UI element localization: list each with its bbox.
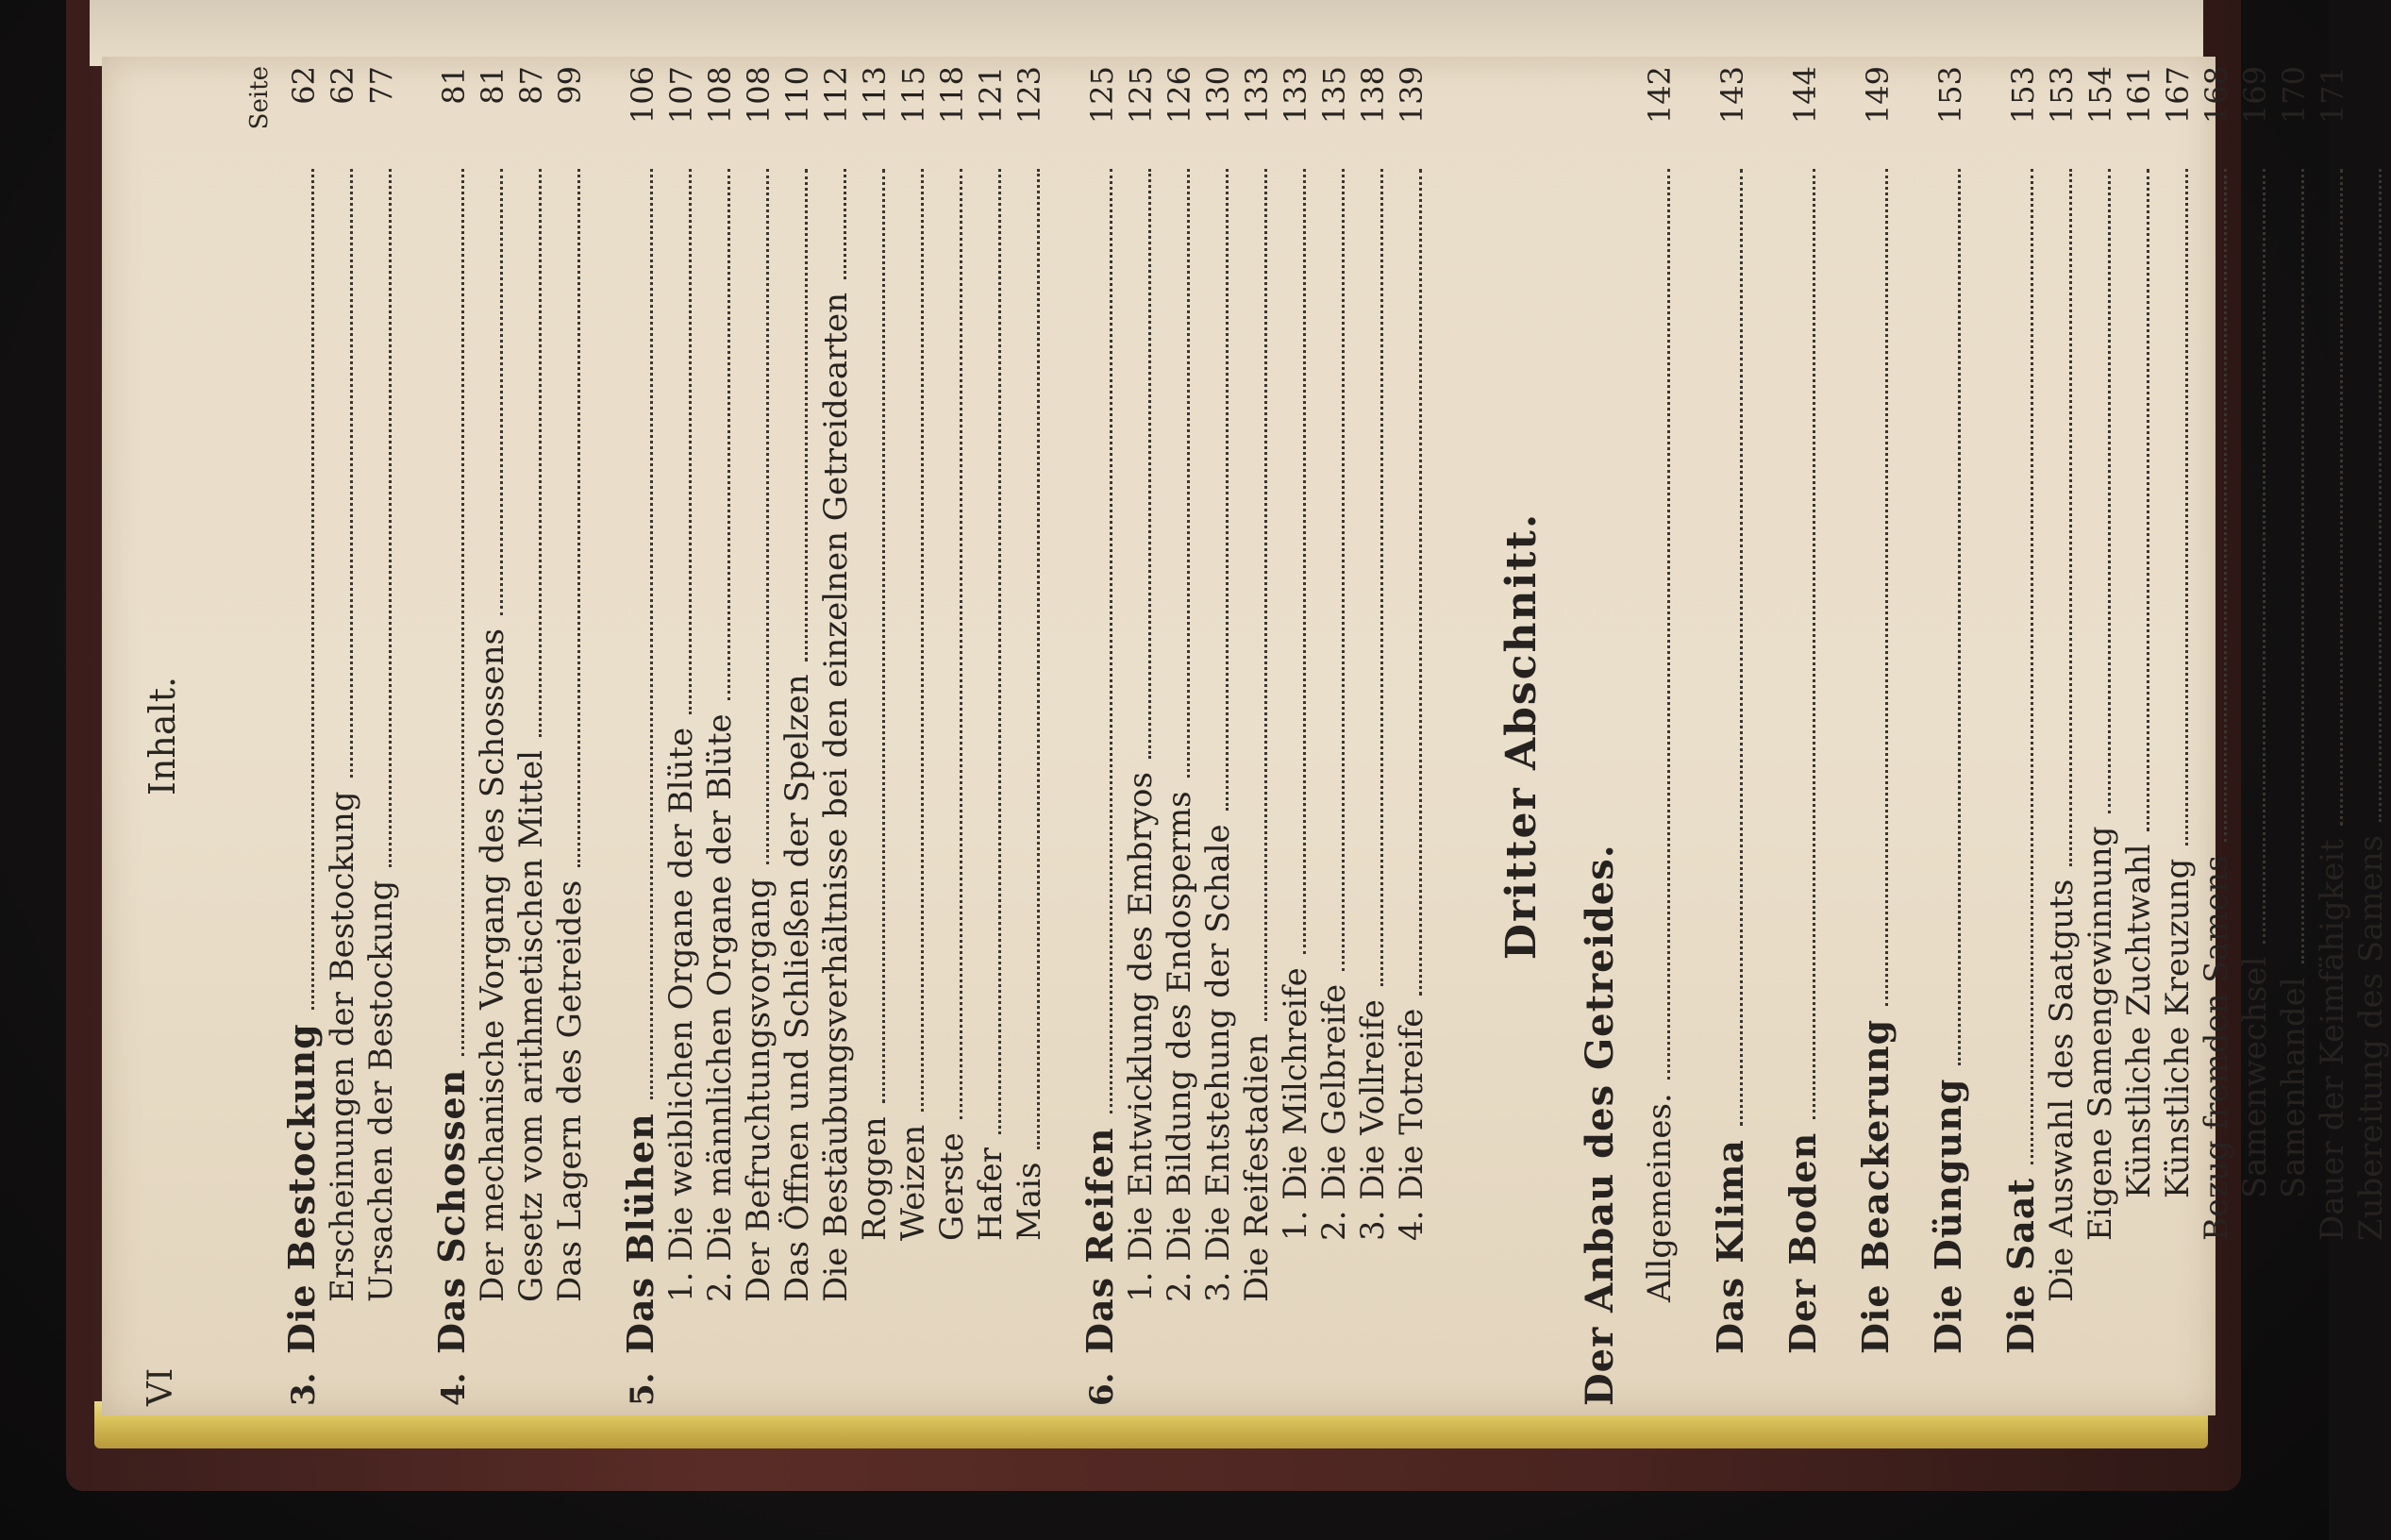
leader-dots: [1739, 169, 1743, 1126]
leader-dots: [1147, 169, 1151, 759]
leader-dots: [2262, 169, 2266, 944]
page-ref: 153: [2005, 66, 2041, 125]
leader-dots: [1666, 169, 1670, 1080]
entry-title: Roggen: [856, 1116, 894, 1241]
toc-entry[interactable]: [2314, 66, 2352, 1406]
toc-entry[interactable]: [972, 66, 1011, 1406]
running-head: [142, 66, 198, 1406]
page-title: Inhalt.: [142, 676, 183, 796]
page-ref: 115: [895, 66, 931, 125]
page-ref: 62: [325, 66, 360, 105]
entry-title: 2. Die Gelbreife: [1315, 983, 1353, 1241]
table-of-contents: [280, 66, 2391, 1406]
leader-dots: [1379, 169, 1383, 986]
leader-dots: [2300, 169, 2304, 963]
entry-title: 4. Die Totreife: [1393, 1008, 1430, 1241]
page-ref: 125: [1123, 66, 1159, 125]
entry-title: Hafer: [972, 1147, 1010, 1241]
toc-entry[interactable]: [1315, 66, 1354, 1406]
page-ref: 154: [2082, 66, 2118, 125]
toc-entry[interactable]: [324, 66, 362, 1406]
page-ref: 113: [857, 66, 893, 125]
page-ref: 77: [363, 66, 399, 105]
entry-title: Mais: [1011, 1162, 1048, 1241]
leader-dots: [920, 169, 924, 1112]
entry-title: Samenhandel: [2275, 977, 2313, 1198]
page-ref: 81: [475, 66, 510, 105]
part-heading: Dritter Abschnitt.: [1497, 511, 1546, 961]
page-ref: 62: [286, 66, 322, 105]
part-subheading: Der Anbau des Getreides.: [1578, 844, 1622, 1406]
entry-title: Samenwechsel: [2236, 956, 2274, 1198]
page-ref: 121: [973, 66, 1009, 125]
page-ref: 138: [1355, 66, 1391, 125]
leader-dots: [843, 169, 846, 279]
entry-title: Der mechanische Vorgang des Schossens: [474, 628, 511, 1302]
page-ref: 153: [1932, 66, 1968, 125]
page-ref: 107: [663, 66, 699, 125]
page-ref: 169: [2237, 66, 2273, 125]
entry-title: 1. Die weiblichen Organe der Blüte: [662, 727, 700, 1302]
toc-entry[interactable]: [474, 66, 512, 1406]
entry-title: Das Öffnen und Schließen der Spelzen: [778, 674, 816, 1302]
page-ref: 123: [1012, 66, 1047, 125]
leader-dots: [959, 169, 962, 1119]
entry-title: 2. Die Bildung des Endosperms: [1161, 791, 1198, 1302]
toc-section[interactable]: [280, 66, 324, 1406]
toc-entry[interactable]: [895, 66, 933, 1406]
page-ref: 168: [2199, 66, 2234, 125]
page-ref: 110: [779, 66, 815, 125]
leader-dots: [1186, 169, 1190, 778]
leader-dots: [388, 169, 392, 867]
section-title: Das Blühen: [619, 1113, 661, 1354]
toc-entry[interactable]: [1393, 66, 1431, 1406]
leader-dots: [2146, 169, 2149, 831]
leader-dots: [2068, 169, 2072, 866]
toc-entry[interactable]: [740, 66, 778, 1406]
leader-dots: [1036, 169, 1040, 1149]
page-ref: 112: [818, 66, 854, 125]
toc-entry[interactable]: [512, 66, 551, 1406]
entry-title: Dauer der Keimfähigkeit: [2314, 839, 2351, 1241]
entry-title: Die Bestäubungsverhältnisse bei den einzelnen Getreidearten: [817, 292, 855, 1302]
toc-entry[interactable]: [1354, 66, 1393, 1406]
page-ref: 144: [1787, 66, 1823, 125]
entry-title: Die Auswahl des Saatguts: [2043, 879, 2081, 1302]
leader-dots: [2184, 169, 2188, 845]
toc-entry[interactable]: [2275, 66, 2314, 1406]
leader-dots: [688, 169, 692, 714]
entry-title: Das Lagern des Getreides: [551, 879, 589, 1302]
toc-entry[interactable]: [662, 66, 701, 1406]
section-title: Das Schossen: [430, 1068, 473, 1354]
leader-dots: [1812, 169, 1815, 1119]
toc-entry[interactable]: [817, 66, 856, 1406]
entry-title: Zubereitung des Samens: [2352, 834, 2390, 1241]
toc-section[interactable]: [430, 66, 474, 1406]
section-number: 4.: [435, 1372, 473, 1406]
leader-dots: [349, 169, 353, 778]
page-ref: 133: [1239, 66, 1275, 125]
leader-dots: [727, 169, 730, 700]
toc-chapter[interactable]: [1854, 66, 1898, 1406]
toc-entry[interactable]: [2082, 66, 2120, 1406]
page-ref: 87: [513, 66, 549, 105]
chapter-title: Die Saat: [1999, 1177, 2042, 1354]
toc-entry[interactable]: [362, 66, 401, 1406]
section-title: Die Bestockung: [280, 1023, 323, 1354]
entry-title: Gerste: [933, 1132, 971, 1241]
section-number: 3.: [285, 1372, 323, 1406]
toc-entry[interactable]: [701, 66, 740, 1406]
leader-dots: [460, 169, 464, 1056]
page-ref: 139: [1394, 66, 1430, 125]
leader-dots: [538, 169, 542, 737]
entry-title: Künstliche Kreuzung: [2159, 858, 2197, 1198]
toc-section[interactable]: [619, 66, 662, 1406]
toc-entry[interactable]: [933, 66, 972, 1406]
page-ref: 108: [741, 66, 777, 125]
toc-entry[interactable]: [2352, 66, 2391, 1406]
leader-dots: [997, 169, 1001, 1134]
toc-entry[interactable]: [1011, 66, 1049, 1406]
leader-dots: [1302, 169, 1306, 954]
leader-dots: [1109, 169, 1112, 1113]
toc-entry[interactable]: [856, 66, 895, 1406]
page-ref: 125: [1084, 66, 1120, 125]
toc-entry[interactable]: [1238, 66, 1277, 1406]
page-ref: 170: [2276, 66, 2312, 125]
toc-entry[interactable]: [1641, 66, 1680, 1406]
page-ref: 81: [436, 66, 472, 105]
leader-dots: [577, 169, 580, 867]
page-ref: 142: [1642, 66, 1678, 125]
leader-dots: [2030, 169, 2033, 1164]
rotated-page-content: [142, 66, 2390, 1406]
leader-dots: [1341, 169, 1345, 971]
leader-dots: [310, 169, 314, 1010]
page-ref: 126: [1162, 66, 1197, 125]
leader-dots: [2107, 169, 2111, 813]
leader-dots: [2223, 169, 2227, 842]
toc-entry[interactable]: [551, 66, 590, 1406]
toc-entry[interactable]: [2120, 66, 2159, 1406]
section-number: 5.: [624, 1372, 661, 1406]
leader-dots: [499, 169, 503, 615]
toc-chapter[interactable]: [1999, 66, 2043, 1406]
entry-title: 1. Die Entwicklung des Embryos: [1122, 772, 1160, 1302]
leader-dots: [765, 169, 769, 864]
toc-entry[interactable]: [1277, 66, 1315, 1406]
toc-chapter[interactable]: [1927, 66, 1970, 1406]
toc-chapter[interactable]: [1781, 66, 1825, 1406]
entry-title: Weizen: [895, 1124, 932, 1241]
entry-title: Gesetz vom arithmetischen Mittel: [512, 749, 550, 1302]
entry-title: 1. Die Milchreife: [1277, 967, 1314, 1241]
entry-title: Ursachen der Bestockung: [362, 879, 400, 1302]
leader-dots: [1418, 169, 1422, 996]
page-ref: 133: [1278, 66, 1313, 125]
toc-entry[interactable]: [2198, 66, 2236, 1406]
entry-title: 2. Die männlichen Organe der Blüte: [701, 713, 739, 1302]
chapter-title: Das Klima: [1709, 1139, 1751, 1354]
page-ref: 161: [2121, 66, 2157, 125]
page-ref: 108: [702, 66, 738, 125]
page-ref: 171: [2315, 66, 2350, 125]
page-number: VI: [142, 1367, 180, 1406]
entry-title: Eigene Samengewinnung: [2082, 826, 2119, 1241]
toc-entry[interactable]: [2236, 66, 2275, 1406]
page-ref: 135: [1316, 66, 1352, 125]
leader-dots: [649, 169, 653, 1099]
leader-dots: [1225, 169, 1229, 811]
toc-section[interactable]: [1078, 66, 1122, 1406]
toc-chapter[interactable]: [1709, 66, 1752, 1406]
section-number: 6.: [1083, 1372, 1121, 1406]
toc-entry[interactable]: [2043, 66, 2082, 1406]
toc-entry[interactable]: [1199, 66, 1238, 1406]
entry-title: Bezug fremden Samens: [2198, 855, 2235, 1241]
entry-title: 3. Die Entstehung der Schale: [1199, 824, 1237, 1302]
leader-dots: [1263, 169, 1267, 1021]
entry-title: Allgemeines.: [1641, 1093, 1679, 1302]
chapter-title: Die Beackerung: [1854, 1018, 1897, 1354]
entry-title: 3. Die Vollreife: [1354, 999, 1392, 1241]
entry-title: Der Befruchtungsvorgang: [740, 878, 777, 1302]
page-ref: 130: [1200, 66, 1236, 125]
leader-dots: [804, 169, 808, 661]
page-ref: 106: [625, 66, 660, 125]
toc-entry[interactable]: [1122, 66, 1161, 1406]
chapter-title: Die Düngung: [1927, 1078, 1969, 1354]
leader-dots: [2378, 169, 2382, 822]
section-title: Das Reifen: [1078, 1127, 1121, 1354]
entry-title: Die Reifestadien: [1238, 1033, 1276, 1302]
leader-dots: [881, 169, 885, 1103]
page-ref: 118: [934, 66, 970, 125]
chapter-title: Der Boden: [1781, 1131, 1824, 1354]
toc-entry[interactable]: [778, 66, 817, 1406]
page-ref: 167: [2160, 66, 2196, 125]
page-ref: 99: [552, 66, 588, 105]
entry-title: Erscheinungen der Bestockung: [324, 791, 361, 1302]
leader-dots: [1884, 169, 1888, 1006]
entry-title: Künstliche Zuchtwahl: [2120, 844, 2158, 1198]
toc-entry[interactable]: [1161, 66, 1199, 1406]
page-column-label: Seite: [245, 66, 274, 130]
leader-dots: [2339, 169, 2343, 826]
page-ref: 153: [2044, 66, 2080, 125]
page-ref: 149: [1860, 66, 1896, 125]
toc-entry[interactable]: [2159, 66, 2198, 1406]
leader-dots: [1957, 169, 1961, 1065]
page-ref: 143: [1714, 66, 1750, 125]
